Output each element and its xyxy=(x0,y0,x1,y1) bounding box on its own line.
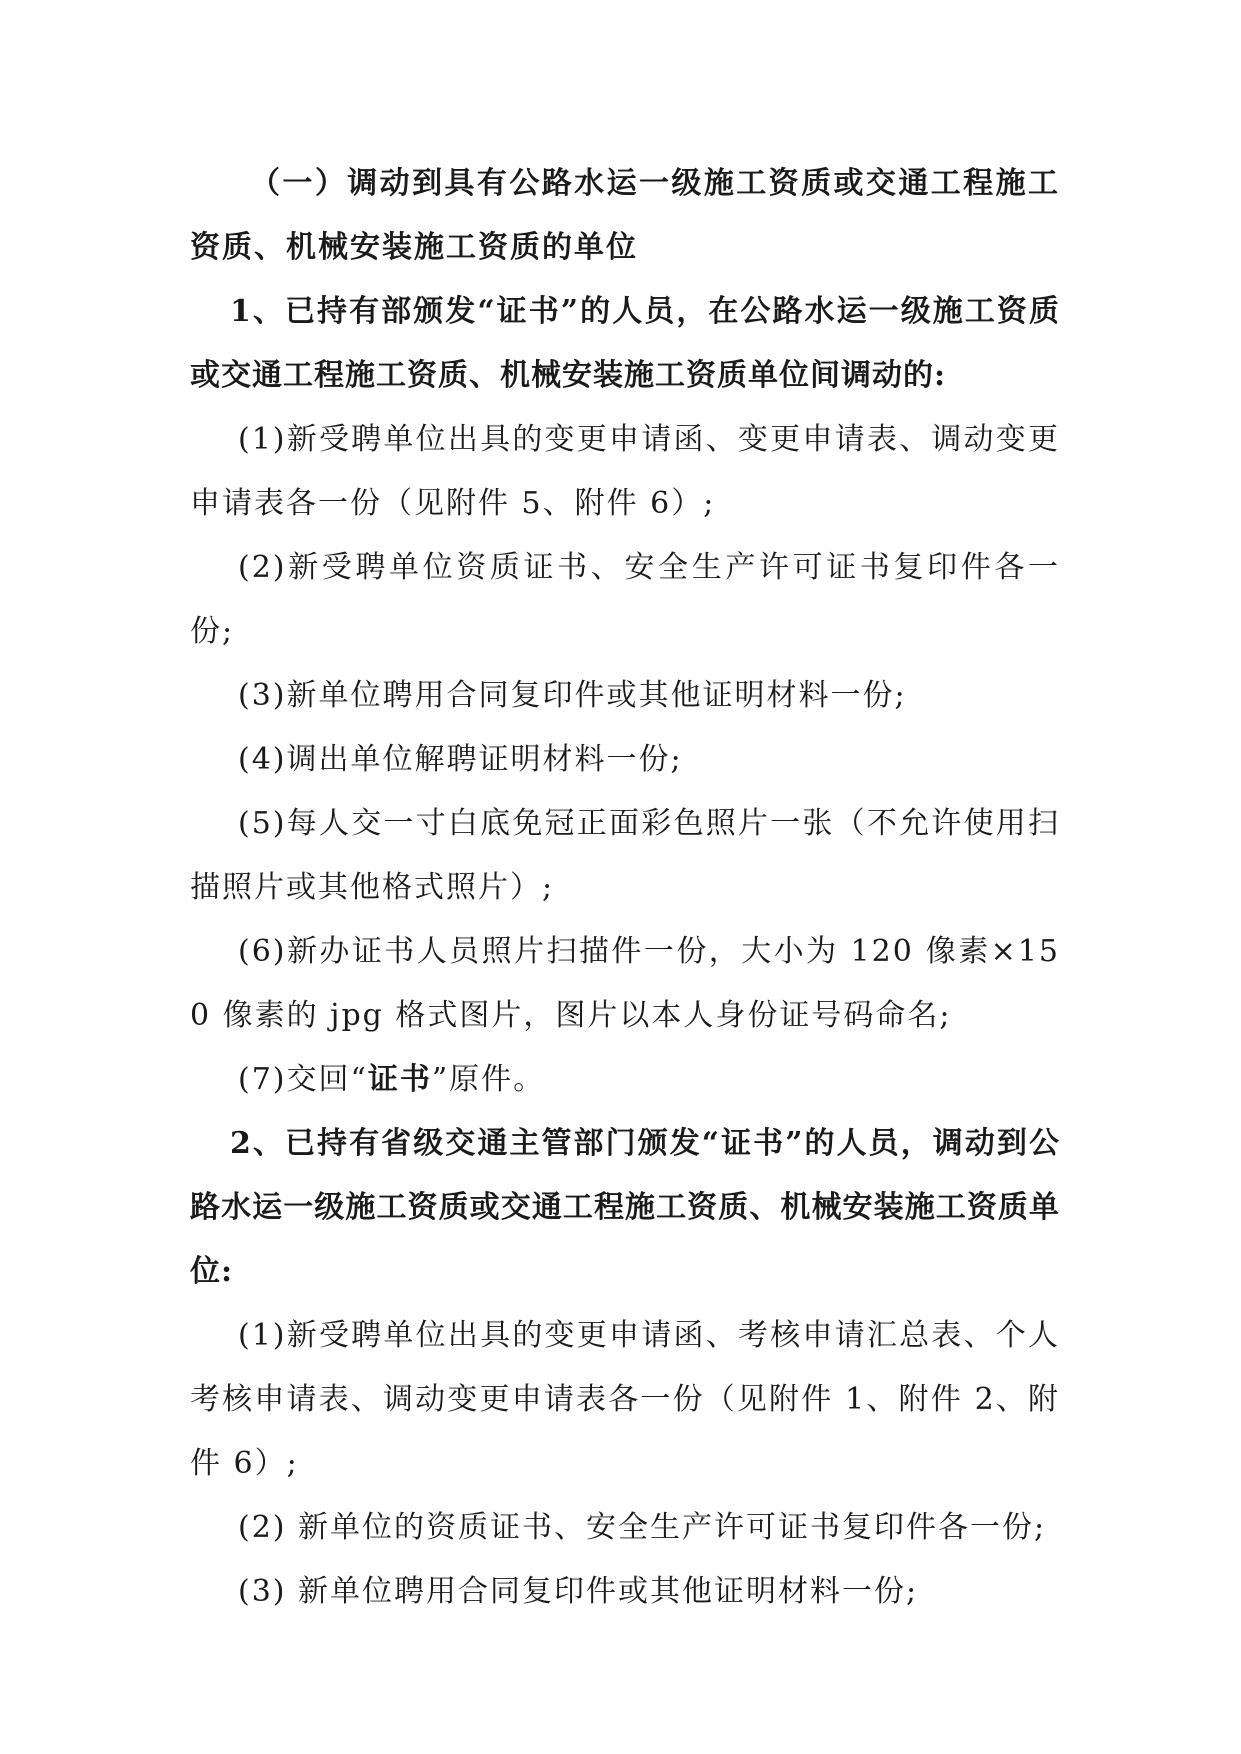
part1-item-1: (1)新受聘单位出具的变更申请函、变更申请表、调动变更申请表各一份（见附件 5、附件 6）; xyxy=(190,422,1060,521)
part1-item-3: (3)新单位聘用合同复印件或其他证明材料一份; xyxy=(238,678,907,713)
part1-item-5: (5)每人交一寸白底免冠正面彩色照片一张（不允许使用扫描照片或其他格式照片）; xyxy=(190,806,1060,905)
part2-item-3: (3) 新单位聘用合同复印件或其他证明材料一份; xyxy=(238,1574,919,1609)
part1-item-4: (4)调出单位解聘证明材料一份; xyxy=(238,742,683,777)
part1-item-7-bold: 证书 xyxy=(367,1062,432,1097)
part2-item-2: (2) 新单位的资质证书、安全生产许可证书复印件各一份; xyxy=(238,1510,1047,1545)
part1-item-7-suffix: ”原件。 xyxy=(431,1062,546,1097)
part1-item-7 xyxy=(190,1048,1060,1112)
document-body xyxy=(190,152,1060,1624)
part2-item-1: (1)新受聘单位出具的变更申请函、考核申请汇总表、个人考核申请表、调动变更申请表各一份（见附件 1、附件 2、附件 6）; xyxy=(190,1318,1060,1481)
part1-heading: 1、已持有部颁发“证书”的人员，在公路水运一级施工资质或交通工程施工资质、机械安装施工资质单位间调动的: xyxy=(190,294,1060,393)
part1-item-7-prefix: (7)交回“ xyxy=(238,1062,368,1097)
part1-item-6: (6)新办证书人员照片扫描件一份，大小为 120 像素×150 像素的 jpg 格式图片，图片以本人身份证号码命名; xyxy=(190,934,1060,1033)
part2-heading: 2、已持有省级交通主管部门颁发“证书”的人员，调动到公路水运一级施工资质或交通工程施工资质、机械安装施工资质单位: xyxy=(190,1126,1060,1289)
part1-item-2: (2)新受聘单位资质证书、安全生产许可证书复印件各一份; xyxy=(190,550,1060,649)
section-heading: （一）调动到具有公路水运一级施工资质或交通工程施工资质、机械安装施工资质的单位 xyxy=(190,166,1060,265)
